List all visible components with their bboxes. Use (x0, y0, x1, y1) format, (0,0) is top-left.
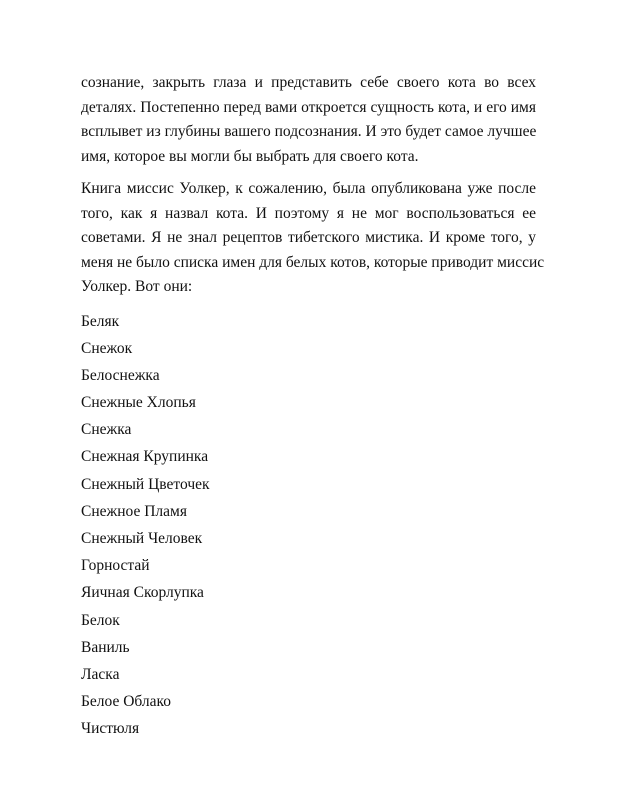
list-item: Горностай (81, 557, 150, 575)
text-line: меня не было списка имен для белых котов, которые приводит миссис (81, 253, 545, 271)
paragraph-1 (81, 71, 536, 169)
paragraph-2 (81, 177, 545, 300)
list-item: Чистюля (81, 720, 140, 738)
list-item: Снежка (81, 421, 132, 439)
text-line: Уолкер. Вот они: (81, 278, 193, 295)
list-item: Белоснежка (81, 366, 160, 384)
text-line: того, как я назвал кота. И поэтому я не мог воспользоваться ее (81, 204, 536, 222)
list-item: Снежное Пламя (81, 502, 187, 520)
text-line: советами. Я не знал рецептов тибетского мистика. И кроме того, у (81, 229, 536, 246)
list-item: Белое Облако (81, 693, 172, 711)
text-line: Книга миссис Уолкер, к сожалению, была опубликована уже после (81, 180, 536, 197)
list-item: Ваниль (81, 638, 130, 656)
page-content (81, 71, 545, 743)
list-item: Ласка (81, 665, 120, 683)
text-line: сознание, закрыть глаза и представить себе своего кота во всех (81, 74, 536, 91)
text-line: всплывет из глубины вашего подсознания. И это будет самое лучшее (81, 123, 537, 140)
cat-names-list (81, 308, 536, 743)
list-item: Снежные Хлопья (81, 394, 196, 412)
text-line: деталях. Постепенно перед вами откроется сущность кота, и его имя (81, 98, 536, 116)
list-item: Снежный Цветочек (81, 475, 210, 493)
list-item: Беляк (81, 312, 120, 330)
list-item: Снежный Человек (81, 530, 203, 547)
list-item: Белок (81, 611, 120, 629)
list-item: Снежок (81, 339, 133, 357)
text-line: имя, которое вы могли бы выбрать для своего кота. (81, 147, 419, 165)
list-item: Яичная Скорлупка (81, 584, 204, 602)
list-item: Снежная Крупинка (81, 448, 209, 466)
